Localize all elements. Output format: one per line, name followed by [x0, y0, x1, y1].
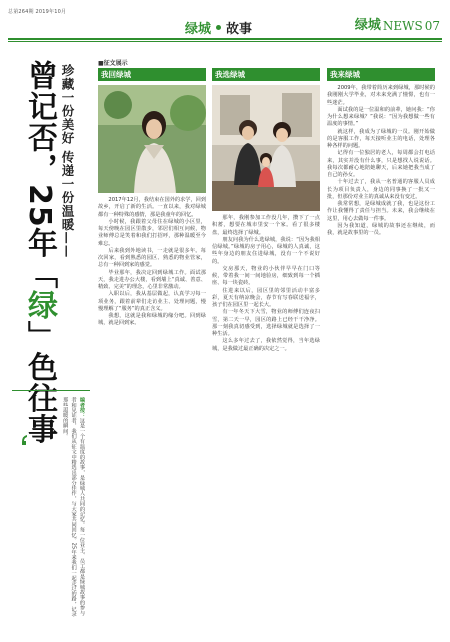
- column-return: [98, 68, 206, 328]
- paragraph: 朋友问我为什么选绿城，我说：“因为我相信绿城。”绿城的房子用心，绿城的人真诚，这些年身边的朋友住进绿城，没有一个不说好的。: [212, 236, 320, 265]
- paragraph: 记得有一位独居的老人，每周都会打电话来，其实并没有什么事，只是想找人说说话。我每次都耐心地陪她聊天，后来她把我当成了自己的孙女。: [327, 150, 435, 178]
- paragraph: 因为我知道，绿城的故事还在继续，而我，就是故事里的一员。: [327, 222, 435, 236]
- page-section-title: [185, 18, 252, 37]
- column-join-body: [327, 85, 435, 237]
- column-head-choose: 我选绿城: [212, 68, 320, 81]
- paragraph: 我想，这就是我和绿城的缘分吧。回到绿城，就是回到家。: [98, 313, 206, 327]
- brand-green: 绿城: [354, 18, 381, 33]
- column-head-return: 我回绿城: [98, 68, 206, 81]
- portrait-illustration: [98, 85, 206, 193]
- issue-line: 总第264期 2019年10月: [8, 9, 67, 15]
- paragraph: 这么多年过去了，我依然觉得，当年选绿城，是我做过最正确的决定之一。: [212, 338, 320, 352]
- family-illustration: [212, 85, 320, 211]
- paragraph: 面试我的是一位温和的前辈，她问我：“你为什么想来绿城？”我说：“因为我想做一些有温度的事情。”: [327, 106, 435, 128]
- section-green-label: 绿城: [185, 22, 212, 37]
- column-choose-body: [212, 215, 320, 353]
- headline-main-green: 绿: [22, 289, 57, 321]
- quote-icon: [20, 433, 34, 447]
- paragraph: 交房那天，物业的小伙伴早早在门口等候，带着我一间一间地验房，细致到每一个插座、每一块瓷砖。: [212, 265, 320, 287]
- editor-note-title: 编者按：: [79, 397, 85, 418]
- paragraph: 住进来以后，园区里的邻里活动丰富多彩，夏天有纳凉晚会，春节有写春联送福字，孩子们在园区里一起长大。: [212, 287, 320, 308]
- header-rule-thin: [8, 41, 442, 42]
- dot-icon: [216, 25, 221, 30]
- paragraph: 那年，我刚参加工作没几年，攒下了一点积蓄，想要在城市里安一个家。看了很多楼盘，最终选择了绿城。: [212, 215, 320, 236]
- editor-note-body: [61, 397, 86, 617]
- section-tag: ■征文展示: [98, 60, 128, 67]
- editor-note-text: 这是一个有温度的故事，是绿城人共同的记忆。每一位业主、员工都是绿城故事的参与者和见证者，我们从征文中精选出部分佳作，与大家共同回忆。25年来我们一起走过的路，记录那些温暖的瞬间。: [62, 397, 85, 617]
- brand-news: NEWS: [382, 19, 423, 33]
- paragraph: 有一年冬天下大雪，物业的师傅们连夜扫雪，第二天一早，园区的路上已经干干净净。那一刻我真切感受到，选择绿城就是选择了一种生活。: [212, 309, 320, 337]
- brand-masthead: [355, 14, 440, 33]
- column-head-join: 我来绿城: [327, 68, 435, 81]
- page-number: 07: [424, 19, 440, 33]
- headline-main-prefix: 曾记否，25年「: [22, 60, 57, 290]
- column-choose: [212, 68, 320, 353]
- paragraph: 小时候，我跟着父母住在绿城的小区里，每天傍晚在园区里散步，邻居们相互问候，物业师傅总是笑着和我们打招呼，那种温暖至今难忘。: [98, 218, 206, 247]
- photo-family: [212, 85, 320, 211]
- column-return-body: [98, 197, 206, 328]
- paragraph: 我常常想，是绿城成就了我，也是这份工作让我懂得了责任与担当。未来，我会继续在这里，用心去做每一件事。: [327, 201, 435, 222]
- headline-main-suffix: 」色往事: [22, 320, 57, 445]
- column-join: [327, 68, 435, 237]
- section-story-label: 故事: [226, 22, 253, 37]
- photo-young-woman: [98, 85, 206, 193]
- paragraph: 入职以后，我从基层做起，认真学习每一项业务，跟着前辈们走访业主、处理问题，慢慢理解了“服务”的真正含义。: [98, 291, 206, 312]
- paragraph: 就这样，我成为了绿城的一员。刚开始做的是客服工作，每天接听业主的电话，处理各种各样的问题。: [327, 128, 435, 149]
- paragraph: 毕业那年，我决定回到绿城工作。面试那天，我走进办公大楼，看到墙上“真诚、善意、精致、完美”的理念，心里非常激动。: [98, 269, 206, 290]
- paragraph: 2009年，我带着简历来到绿城，那时候的我刚刚大学毕业，对未来充满了憧憬，也有一些迷茫。: [327, 85, 435, 106]
- paragraph: 2017年12月，我结束在国外的求学，回到故乡，开启了新的生活。一直以来，我对绿城都有一种特殊的感情，那是我童年的回忆。: [98, 197, 207, 218]
- headline-subtitle: 珍藏一份美好 传递一份温暖——: [60, 64, 75, 259]
- paragraph: 后来我到外地读书，一走就是很多年。每次回家，看到熟悉的园区、熟悉的物业管家，总有一种回到家的感觉。: [98, 247, 206, 269]
- headline-main: [22, 60, 56, 445]
- paragraph: 十年过去了，我从一名普通的客服人员成长为项目负责人，身边的同事换了一批又一批，但那份对业主的真诚从来没有变过。: [327, 179, 435, 200]
- header-rule: [8, 38, 442, 40]
- editor-note: [12, 390, 90, 618]
